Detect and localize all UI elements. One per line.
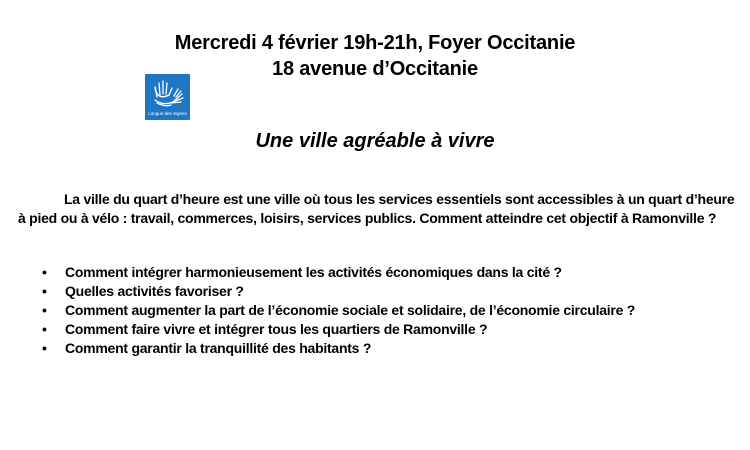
- questions-list: [38, 263, 743, 358]
- question-text: Comment faire vivre et intégrer tous les quartiers de Ramonville ?: [65, 321, 488, 337]
- list-item: [38, 282, 743, 301]
- list-item: [38, 263, 743, 282]
- bullet-icon: •: [42, 302, 47, 318]
- list-item: [38, 339, 743, 358]
- sign-language-logo: [145, 74, 190, 120]
- event-title-address: 18 avenue d’Occitanie: [272, 58, 478, 80]
- intro-paragraph: La ville du quart d’heure est une ville où tous les services essentiels sont accessibles à un quart d’heure à pied ou à vélo : travail, commerces, loisirs, services publics. Comment atteindre cet objectif à Ramonville ?: [18, 191, 735, 226]
- section-subtitle: Une ville agréable à vivre: [255, 130, 495, 152]
- list-item: [38, 320, 743, 339]
- question-text: Comment garantir la tranquillité des habitants ?: [65, 340, 372, 356]
- question-text: Comment intégrer harmonieusement les activités économiques dans la cité ?: [65, 264, 562, 280]
- question-text: Quelles activités favoriser ?: [65, 283, 244, 299]
- question-text: Comment augmenter la part de l’économie sociale et solidaire, de l’économie circulaire ?: [65, 302, 636, 318]
- bullet-icon: •: [42, 321, 47, 337]
- logo-caption: Langue des Signes: [148, 111, 187, 116]
- event-title-date-venue: Mercredi 4 février 19h-21h, Foyer Occitanie: [174, 32, 576, 54]
- bullet-icon: •: [42, 283, 47, 299]
- bullet-icon: •: [42, 340, 47, 356]
- list-item: [38, 301, 743, 320]
- bullet-icon: •: [42, 264, 47, 280]
- sign-language-hands-icon: [149, 77, 185, 109]
